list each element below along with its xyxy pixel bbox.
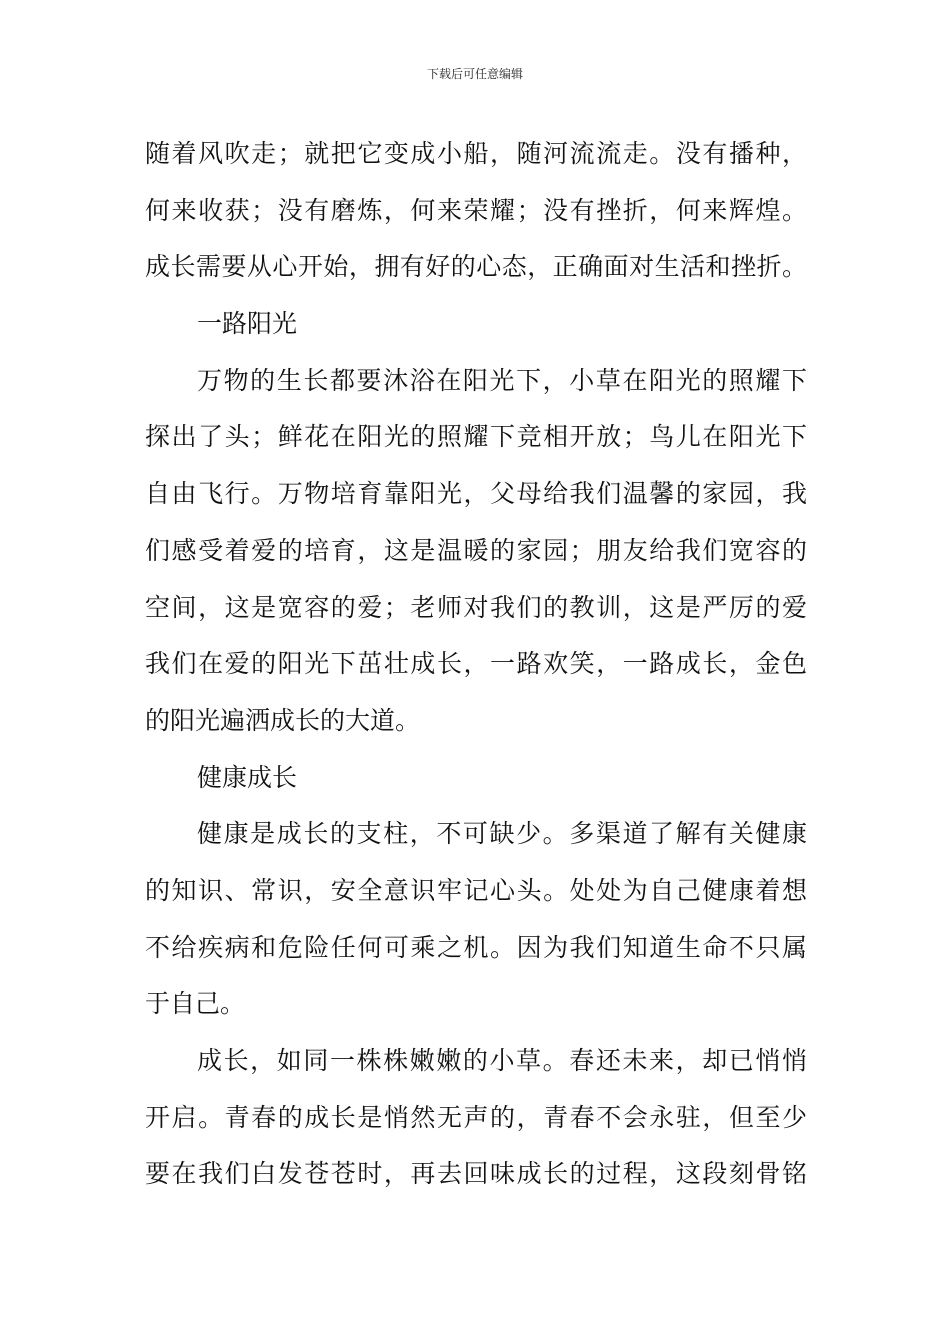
text-line: 万物的生长都要沐浴在阳光下，小草在阳光的照耀下 (197, 365, 807, 395)
text-line: 们感受着爱的培育，这是温暖的家园；朋友给我们宽容的 (145, 535, 807, 565)
section-heading: 健康成长 (197, 762, 298, 792)
text-line: 不给疾病和危险任何可乘之机。因为我们知道生命不只属 (145, 932, 807, 962)
text-line: 空间，这是宽容的爱；老师对我们的教训，这是严厉的爱 (145, 592, 807, 622)
text-line: 成长，如同一株株嫩嫩的小草。春还未来，却已悄悄 (197, 1046, 807, 1075)
section-heading: 一路阳光 (197, 309, 298, 339)
body-text (145, 126, 807, 1203)
text-line: 开启。青春的成长是悄然无声的，青春不会永驻，但至少 (145, 1102, 807, 1132)
text-line: 随着风吹走；就把它变成小船，随河流流走。没有播种， (145, 139, 807, 168)
text-line: 自由飞行。万物培育靠阳光，父母给我们温馨的家园，我 (145, 479, 807, 509)
text-line: 要在我们白发苍苍时，再去回味成长的过程，这段刻骨铭 (145, 1159, 807, 1189)
text-line: 于自己。 (145, 989, 246, 1019)
text-line: 的知识、常识，安全意识牢记心头。处处为自己健康着想 (145, 875, 807, 905)
text-line: 我们在爱的阳光下茁壮成长，一路欢笑，一路成长，金色 (145, 649, 807, 679)
text-line: 健康是成长的支柱，不可缺少。多渠道了解有关健康 (197, 819, 807, 849)
text-line: 探出了头；鲜花在阳光的照耀下竞相开放；鸟儿在阳光下 (145, 422, 807, 452)
text-line: 的阳光遍洒成长的大道。 (145, 705, 421, 735)
text-line: 何来收获；没有磨炼，何来荣耀；没有挫折，何来辉煌。 (145, 195, 807, 225)
header-note: 下载后可任意编辑 (426, 67, 523, 81)
text-line: 成长需要从心开始，拥有好的心态，正确面对生活和挫折。 (145, 252, 807, 282)
